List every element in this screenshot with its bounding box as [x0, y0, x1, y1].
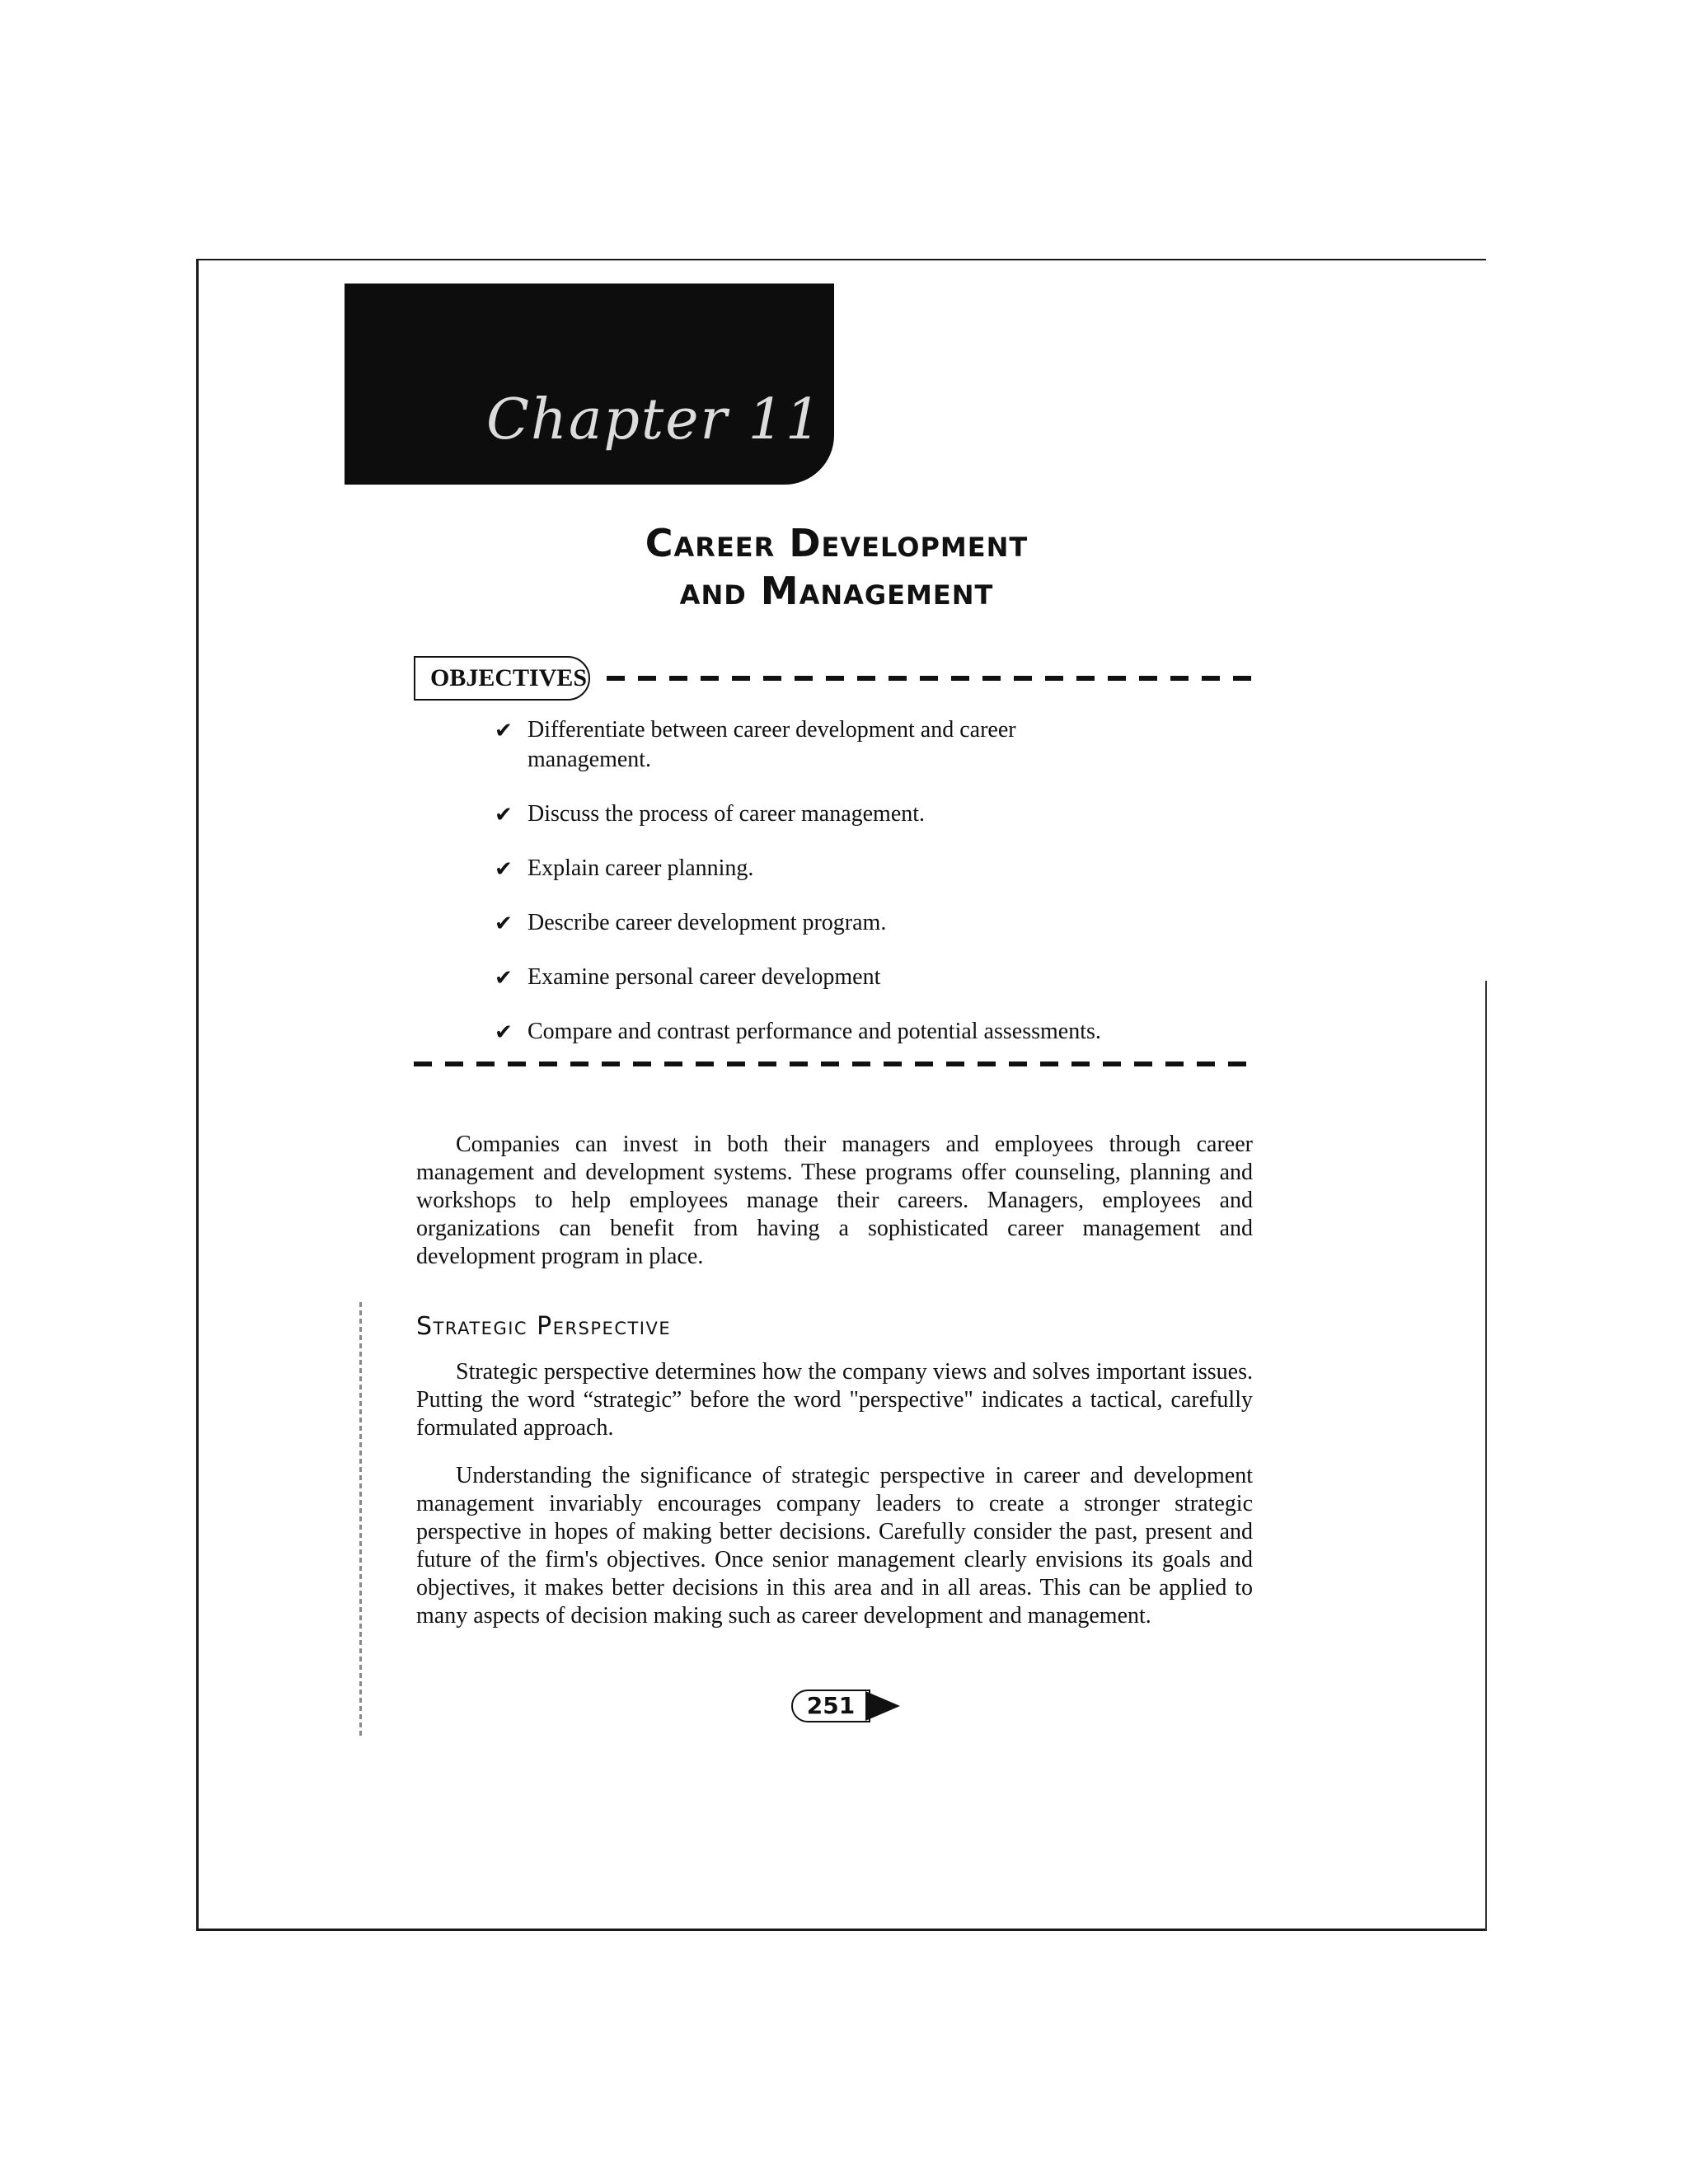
- page-frame-top: [196, 259, 1486, 260]
- objective-item: [495, 908, 1236, 938]
- objective-text: Discuss the process of career management.: [528, 801, 926, 827]
- page-title-line-1: Career Development: [645, 521, 1029, 565]
- objective-item: [495, 715, 1121, 775]
- objective-text: Describe career development program.: [528, 910, 887, 935]
- checkmark-icon: ✔: [495, 719, 513, 743]
- chapter-banner: [345, 284, 834, 485]
- objectives-divider-top: [607, 676, 1253, 681]
- intro-paragraph: Companies can invest in both their managers and employees through career management and development systems. These programs offer counseling, planning and workshops to help employees manage their careers. Managers, employees and organizations can benefit from having a sophisticated career management and development program in place.: [416, 1132, 1253, 1269]
- checkmark-icon: ✔: [495, 912, 513, 936]
- objective-item: [495, 1017, 1236, 1047]
- page-number: 251: [791, 1690, 870, 1722]
- page-title: [412, 519, 1261, 615]
- section-paragraph-2: Understanding the significance of strategic perspective in career and development management invariably encourages company leaders to create a stronger strategic perspective in hopes of making better decisions. Carefully consider the past, present and future of the firm's objectives. Once senior management clearly envisions its goals and objectives, it makes better decisions in this area and in all areas. This can be applied to many aspects of decision making such as career development and management.: [416, 1463, 1253, 1629]
- objective-text: Differentiate between career development and career management.: [528, 717, 1016, 772]
- checkmark-icon: ✔: [495, 966, 513, 991]
- objective-item: [495, 854, 1236, 883]
- page-frame-bottom: [196, 1929, 1486, 1931]
- checkmark-icon: ✔: [495, 1020, 513, 1045]
- section-paragraph-1: Strategic perspective determines how the company views and solves important issues. Putting the word “strategic” before the word "perspective" indicates a tactical, carefully formulated approach.: [416, 1359, 1253, 1441]
- page-frame-left: [196, 259, 199, 1930]
- objective-text: Explain career planning.: [528, 855, 754, 881]
- page-frame-right: [1485, 981, 1487, 1931]
- chapter-title: Chapter 11: [486, 387, 823, 452]
- page-title-line-2: and Management: [679, 569, 994, 613]
- objective-text: Examine personal career development: [528, 964, 881, 990]
- objective-item: [495, 963, 1236, 992]
- objective-item: [495, 799, 1236, 829]
- objective-text: Compare and contrast performance and potential assessments.: [528, 1019, 1101, 1044]
- arrow-right-icon: [865, 1691, 900, 1721]
- checkmark-icon: ✔: [495, 857, 513, 882]
- section-heading: Strategic Perspective: [416, 1312, 672, 1341]
- binding-shadow: [359, 1302, 362, 1739]
- objectives-divider-bottom: [414, 1062, 1253, 1066]
- objectives-label: OBJECTIVES: [414, 656, 590, 701]
- objectives-list: [495, 715, 1236, 1071]
- checkmark-icon: ✔: [495, 803, 513, 827]
